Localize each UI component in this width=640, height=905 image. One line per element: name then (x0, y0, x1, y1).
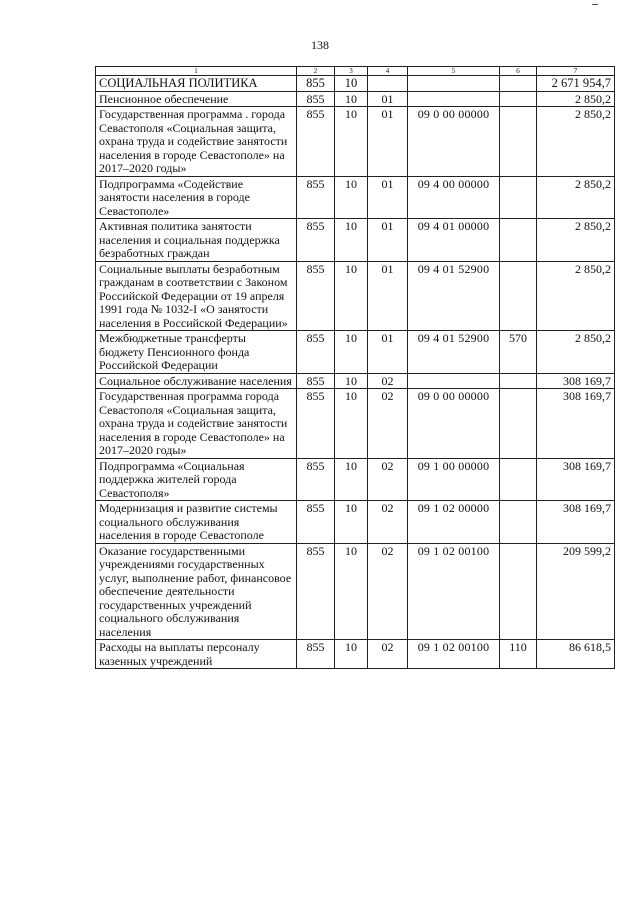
row-expense-type (500, 107, 537, 177)
table-row (96, 389, 615, 459)
row-name: Пенсионное обеспечение (96, 91, 297, 107)
row-subsection: 02 (368, 640, 408, 669)
row-target-code: 09 0 00 00000 (408, 389, 500, 459)
row-section: 10 (335, 373, 368, 389)
row-amount: 308 169,7 (537, 458, 615, 501)
table-row (96, 501, 615, 544)
row-target-code: 09 1 00 00000 (408, 458, 500, 501)
table-row (96, 91, 615, 107)
row-section: 10 (335, 76, 368, 92)
row-ministry-code: 855 (297, 76, 335, 92)
row-ministry-code: 855 (297, 543, 335, 640)
row-section: 10 (335, 389, 368, 459)
header-col-1: 1 (96, 67, 297, 76)
table-row (96, 261, 615, 331)
row-expense-type (500, 176, 537, 219)
table-row (96, 219, 615, 262)
row-name: Расходы на выплаты персоналу казенных учреждений (96, 640, 297, 669)
row-name: Межбюджетные трансферты бюджету Пенсионного фонда Российской Федерации (96, 331, 297, 374)
header-col-5: 5 (408, 67, 500, 76)
row-expense-type (500, 389, 537, 459)
row-ministry-code: 855 (297, 176, 335, 219)
row-name: Государственная программа . города Севастополя «Социальная защита, охрана труда и содействие занятости населения в городе Севастополе» на 2017–2020 годы» (96, 107, 297, 177)
row-subsection: 01 (368, 91, 408, 107)
row-target-code: 09 4 01 00000 (408, 219, 500, 262)
page-number: 138 (311, 38, 329, 52)
row-amount: 308 169,7 (537, 373, 615, 389)
row-name: Социальные выплаты безработным гражданам в соответствии с Законом Российской Федерации от 19 апреля 1991 года № 1032-I «О занятости населения в Российской Федерации» (96, 261, 297, 331)
row-target-code (408, 76, 500, 92)
row-expense-type (500, 373, 537, 389)
row-name: Государственная программа города Севастополя «Социальная защита, охрана труда и содействие занятости населения в городе Севастополе» на 2017–2020 годы» (96, 389, 297, 459)
row-amount: 2 850,2 (537, 261, 615, 331)
row-amount: 2 850,2 (537, 219, 615, 262)
row-expense-type: 110 (500, 640, 537, 669)
row-subsection: 02 (368, 501, 408, 544)
row-target-code: 09 4 01 52900 (408, 261, 500, 331)
table-row (96, 373, 615, 389)
row-name: Подпрограмма «Социальная поддержка жителей города Севастополя» (96, 458, 297, 501)
row-ministry-code: 855 (297, 331, 335, 374)
row-section: 10 (335, 107, 368, 177)
row-expense-type (500, 458, 537, 501)
row-section: 10 (335, 458, 368, 501)
row-subsection: 01 (368, 261, 408, 331)
scan-mark (592, 4, 598, 5)
table-row (96, 176, 615, 219)
row-ministry-code: 855 (297, 640, 335, 669)
header-col-4: 4 (368, 67, 408, 76)
header-col-2: 2 (297, 67, 335, 76)
table-row (96, 543, 615, 640)
row-name: Модернизация и развитие системы социального обслуживания населения в городе Севастополе (96, 501, 297, 544)
table-row (96, 458, 615, 501)
row-amount: 308 169,7 (537, 389, 615, 459)
row-expense-type (500, 76, 537, 92)
row-subsection: 02 (368, 458, 408, 501)
row-expense-type: 570 (500, 331, 537, 374)
row-expense-type (500, 91, 537, 107)
header-row (96, 67, 615, 76)
budget-table (95, 66, 615, 669)
row-amount: 2 671 954,7 (537, 76, 615, 92)
row-section: 10 (335, 91, 368, 107)
row-name: Социальное обслуживание населения (96, 373, 297, 389)
row-subsection: 01 (368, 219, 408, 262)
table-row (96, 331, 615, 374)
row-name: Подпрограмма «Содействие занятости населения в городе Севастополе» (96, 176, 297, 219)
row-ministry-code: 855 (297, 373, 335, 389)
row-ministry-code: 855 (297, 458, 335, 501)
header-col-3: 3 (335, 67, 368, 76)
row-subsection: 02 (368, 389, 408, 459)
row-section: 10 (335, 261, 368, 331)
row-amount: 2 850,2 (537, 91, 615, 107)
row-ministry-code: 855 (297, 389, 335, 459)
row-amount: 308 169,7 (537, 501, 615, 544)
row-subsection: 02 (368, 373, 408, 389)
row-target-code: 09 4 01 52900 (408, 331, 500, 374)
row-expense-type (500, 501, 537, 544)
row-section: 10 (335, 501, 368, 544)
table-row (96, 107, 615, 177)
row-target-code (408, 91, 500, 107)
row-ministry-code: 855 (297, 91, 335, 107)
row-subsection: 02 (368, 543, 408, 640)
row-ministry-code: 855 (297, 501, 335, 544)
row-section: 10 (335, 176, 368, 219)
row-subsection: 01 (368, 176, 408, 219)
row-target-code: 09 1 02 00000 (408, 501, 500, 544)
row-section: 10 (335, 640, 368, 669)
row-target-code (408, 373, 500, 389)
row-subsection: 01 (368, 331, 408, 374)
table-row (96, 76, 615, 92)
row-amount: 2 850,2 (537, 176, 615, 219)
row-target-code: 09 1 02 00100 (408, 640, 500, 669)
row-amount: 2 850,2 (537, 331, 615, 374)
row-target-code: 09 4 00 00000 (408, 176, 500, 219)
row-subsection: 01 (368, 107, 408, 177)
row-amount: 209 599,2 (537, 543, 615, 640)
row-section: 10 (335, 219, 368, 262)
row-expense-type (500, 543, 537, 640)
row-target-code: 09 0 00 00000 (408, 107, 500, 177)
row-ministry-code: 855 (297, 107, 335, 177)
row-ministry-code: 855 (297, 219, 335, 262)
row-amount: 2 850,2 (537, 107, 615, 177)
row-name: СОЦИАЛЬНАЯ ПОЛИТИКА (96, 76, 297, 92)
header-col-6: 6 (500, 67, 537, 76)
row-ministry-code: 855 (297, 261, 335, 331)
header-col-7: 7 (537, 67, 615, 76)
row-expense-type (500, 261, 537, 331)
row-name: Оказание государственными учреждениями государственных услуг, выполнение работ, финансовое обеспечение деятельности государственных учреждений социального обслуживания населения (96, 543, 297, 640)
table-row (96, 640, 615, 669)
row-subsection (368, 76, 408, 92)
row-name: Активная политика занятости населения и социальная поддержка безработных граждан (96, 219, 297, 262)
row-section: 10 (335, 331, 368, 374)
row-expense-type (500, 219, 537, 262)
row-amount: 86 618,5 (537, 640, 615, 669)
row-section: 10 (335, 543, 368, 640)
row-target-code: 09 1 02 00100 (408, 543, 500, 640)
